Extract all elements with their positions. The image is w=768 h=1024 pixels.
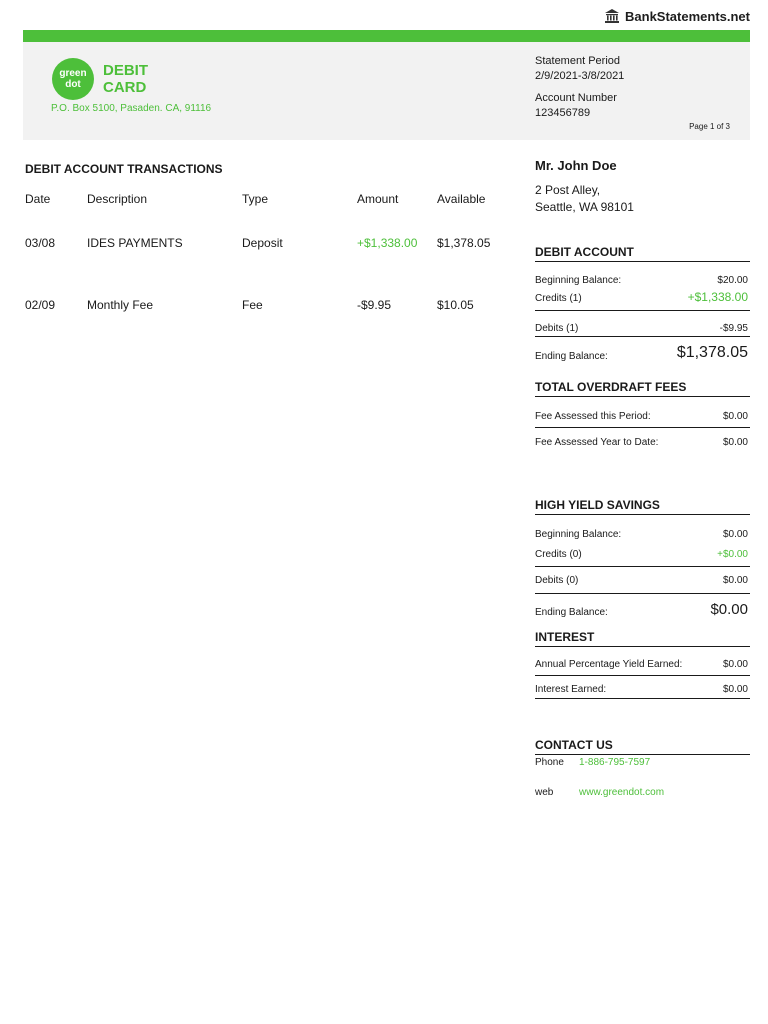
debit-credits-row [535,290,748,304]
savings-beginning-value: $0.00 [722,529,748,540]
savings-credits-row [535,546,748,560]
account-number: 123456789 [535,107,591,119]
savings-credits-value: +$0.00 [717,549,748,560]
contact-web-row [535,787,665,798]
card-title [103,62,148,96]
interest-apy-label: Annual Percentage Yield Earned: [535,659,683,670]
savings-beginning-label: Beginning Balance: [535,529,622,540]
savings-debits-value: $0.00 [722,575,748,586]
savings-credits-label: Credits (0) [535,549,582,560]
savings-ending-value: $0.00 [710,601,748,618]
row-type: Fee [242,298,263,312]
savings-ending-row [535,598,748,618]
customer-address-line1: 2 Post Alley, [535,183,601,197]
divider [535,310,750,311]
logo-line1: green [59,68,87,79]
row-description: Monthly Fee [87,298,154,312]
col-available: Available [437,192,486,206]
savings-title: HIGH YIELD SAVINGS [535,498,750,515]
customer-name: Mr. John Doe [535,158,617,173]
debit-ending-row [535,342,748,362]
row-available: $1,378.05 [437,236,491,250]
overdraft-ytd-value: $0.00 [722,437,748,448]
contact-phone-row [535,757,651,768]
row-date: 02/09 [25,298,56,312]
divider [535,336,750,337]
row-amount: +$1,338.00 [357,236,418,250]
overdraft-title: TOTAL OVERDRAFT FEES [535,380,750,397]
account-number-label: Account Number [535,92,617,104]
contact-web-label: web [535,787,554,798]
col-type: Type [242,192,269,206]
col-description: Description [87,192,148,206]
statement-info [535,54,624,121]
transactions-title: DEBIT ACCOUNT TRANSACTIONS [25,162,223,176]
bank-icon [604,8,620,24]
customer-address [535,182,634,216]
divider [535,566,750,567]
site-brand [604,8,750,24]
row-description: IDES PAYMENTS [87,236,183,250]
debit-credits-label: Credits (1) [535,293,582,304]
logo-line2: dot [65,79,81,90]
row-amount: -$9.95 [357,298,392,312]
header-accent-bar [23,30,750,42]
site-name: BankStatements.net [625,8,750,24]
interest-apy-value: $0.00 [722,659,748,670]
debit-debits-label: Debits (1) [535,323,579,334]
divider [535,698,750,699]
interest-apy-row [535,656,748,670]
interest-earned-row [535,681,748,695]
debit-beginning-row [535,272,748,286]
row-type: Deposit [242,236,283,250]
bank-address: P.O. Box 5100, Pasaden. CA, 91116 [51,103,212,114]
overdraft-period-value: $0.00 [722,411,748,422]
contact-web-link[interactable]: www.greendot.com [579,787,665,798]
contact-phone-link[interactable]: 1-886-795-7597 [579,757,651,768]
debit-credits-value: +$1,338.00 [687,290,748,304]
savings-debits-row [535,572,748,586]
debit-beginning-label: Beginning Balance: [535,275,622,286]
customer-address-line2: Seattle, WA 98101 [535,200,634,214]
savings-beginning-row [535,526,748,540]
savings-ending-label: Ending Balance: [535,607,608,618]
greendot-logo [52,58,94,100]
debit-account-title: DEBIT ACCOUNT [535,245,750,262]
overdraft-ytd-row [535,434,748,448]
debit-debits-row [535,320,748,334]
statement-header [23,42,750,140]
contact-title: CONTACT US [535,738,750,755]
overdraft-period-label: Fee Assessed this Period: [535,411,651,422]
debit-ending-value: $1,378.05 [676,344,748,361]
contact-phone-label: Phone [535,757,564,768]
divider [535,593,750,594]
divider [535,675,750,676]
page-number: Page 1 of 3 [689,122,730,131]
overdraft-period-row [535,408,748,422]
statement-period-label: Statement Period [535,55,620,67]
interest-earned-value: $0.00 [722,684,748,695]
debit-ending-label: Ending Balance: [535,351,608,362]
savings-debits-label: Debits (0) [535,575,579,586]
divider [535,427,750,428]
overdraft-ytd-label: Fee Assessed Year to Date: [535,437,659,448]
interest-earned-label: Interest Earned: [535,684,607,695]
debit-debits-value: -$9.95 [719,323,748,334]
debit-beginning-value: $20.00 [717,275,748,286]
row-available: $10.05 [437,298,474,312]
card-title-line2: CARD [103,79,147,96]
statement-period: 2/9/2021-3/8/2021 [535,70,625,82]
card-title-line1: DEBIT [103,62,148,79]
col-date: Date [25,192,51,206]
col-amount: Amount [357,192,399,206]
row-date: 03/08 [25,236,56,250]
interest-title: INTEREST [535,630,750,647]
